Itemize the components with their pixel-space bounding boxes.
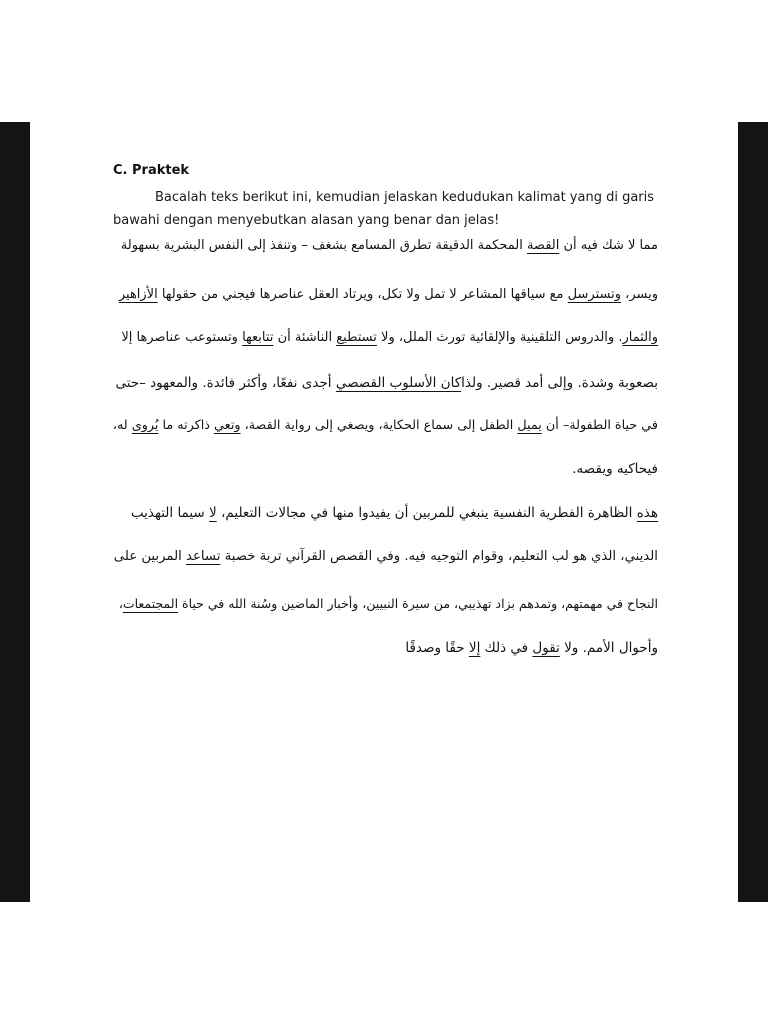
text-segment: مما لا شك فيه أن (559, 238, 658, 253)
arabic-line (405, 640, 658, 656)
right-dark-border (738, 122, 768, 902)
underlined-phrase: تتابعها (242, 330, 274, 345)
underlined-phrase: وتعي (214, 418, 241, 433)
underlined-phrase: وتسترسل (567, 287, 621, 302)
text-segment: النجاح في مهمتهم، وتمدهم بزاد تهذيبي، من سيرة النبيين، وأخبار الماضين وسُنة الله في حياة (178, 596, 658, 611)
text-segment: في حياة الطفولة– أن (541, 418, 658, 433)
text-segment: الطفل إلى سماع الحكاية، ويصغي إلى رواية القصة، (240, 418, 518, 433)
underlined-phrase: الأزاهير (118, 287, 158, 302)
text-segment: وتستوعب عناصرها إلا (121, 330, 243, 345)
text-segment: المحكمة الدقيقة تطرق المسامع بشغف – وتنفذ إلى النفس البشرية بسهولة (120, 238, 527, 253)
text-segment: وأحوال الأمم. ولا (559, 640, 658, 656)
underlined-phrase: إلا (468, 640, 481, 656)
arabic-line (121, 238, 658, 253)
text-segment: حقًا وصدقًا (405, 640, 469, 656)
text-segment: الناشئة أن (273, 330, 337, 345)
underlined-phrase: المجتمعات (122, 596, 179, 611)
arabic-line (115, 375, 658, 391)
underlined-phrase: كان الأسلوب القصصي (335, 375, 462, 391)
arabic-line (113, 418, 658, 433)
text-segment: المربين على (113, 549, 187, 564)
underlined-phrase: يميل (517, 418, 542, 433)
underlined-phrase: يُروى (131, 418, 159, 433)
left-dark-border (0, 122, 30, 902)
text-segment: في ذلك (480, 640, 533, 656)
text-segment: بصعوبة وشدة. وإلى أمد قصير. ولذا (461, 375, 658, 391)
text-segment: ، (118, 596, 123, 611)
text-segment: مع سياقها المشاعر لا تمل ولا تكل، ويرتاد العقل عناصرها فيجني من حقولها (157, 287, 568, 302)
text-segment: سيما التهذيب (130, 505, 210, 521)
underlined-phrase: تقول (532, 640, 560, 656)
text-segment: فيحاكيه ويقصه. (572, 461, 658, 477)
underlined-phrase: لا (209, 505, 217, 521)
text-segment: أجدى نفعًا، وأكثر فائدة. والمعهود –حتى (115, 375, 336, 391)
arabic-line (131, 505, 658, 521)
underlined-phrase: والثمار (622, 330, 658, 345)
instruction-line-1: Bacalah teks berikut ini, kemudian jelaskan kedudukan kalimat yang di garis (155, 190, 655, 205)
text-segment: . والدروس التلقينية والإلقائية تورث الملل، ولا (376, 330, 623, 345)
underlined-phrase: هذه (636, 505, 658, 521)
text-segment: ذاكرته ما (158, 418, 215, 433)
arabic-line (572, 461, 658, 477)
section-heading: C. Praktek (113, 163, 190, 178)
underlined-phrase: القصة (526, 238, 560, 253)
arabic-line (121, 330, 658, 345)
text-segment: الديني، الذي هو لب التعليم، وقوام التوجيه فيه. وفي القصص القرآني تربة خصبة (220, 549, 658, 564)
instruction-line-2: bawahi dengan menyebutkan alasan yang benar dan jelas! (113, 213, 500, 228)
text-segment: الظاهرة الفطرية النفسية ينبغي للمربين أن يفيدوا منها في مجالات التعليم، (216, 505, 637, 521)
arabic-line (114, 549, 658, 564)
text-segment: ويسر، (621, 287, 658, 302)
arabic-line (119, 287, 658, 302)
underlined-phrase: تستطيع (336, 330, 377, 345)
underlined-phrase: تساعد (186, 549, 221, 564)
text-segment: له، (112, 418, 132, 433)
arabic-line (119, 596, 658, 611)
